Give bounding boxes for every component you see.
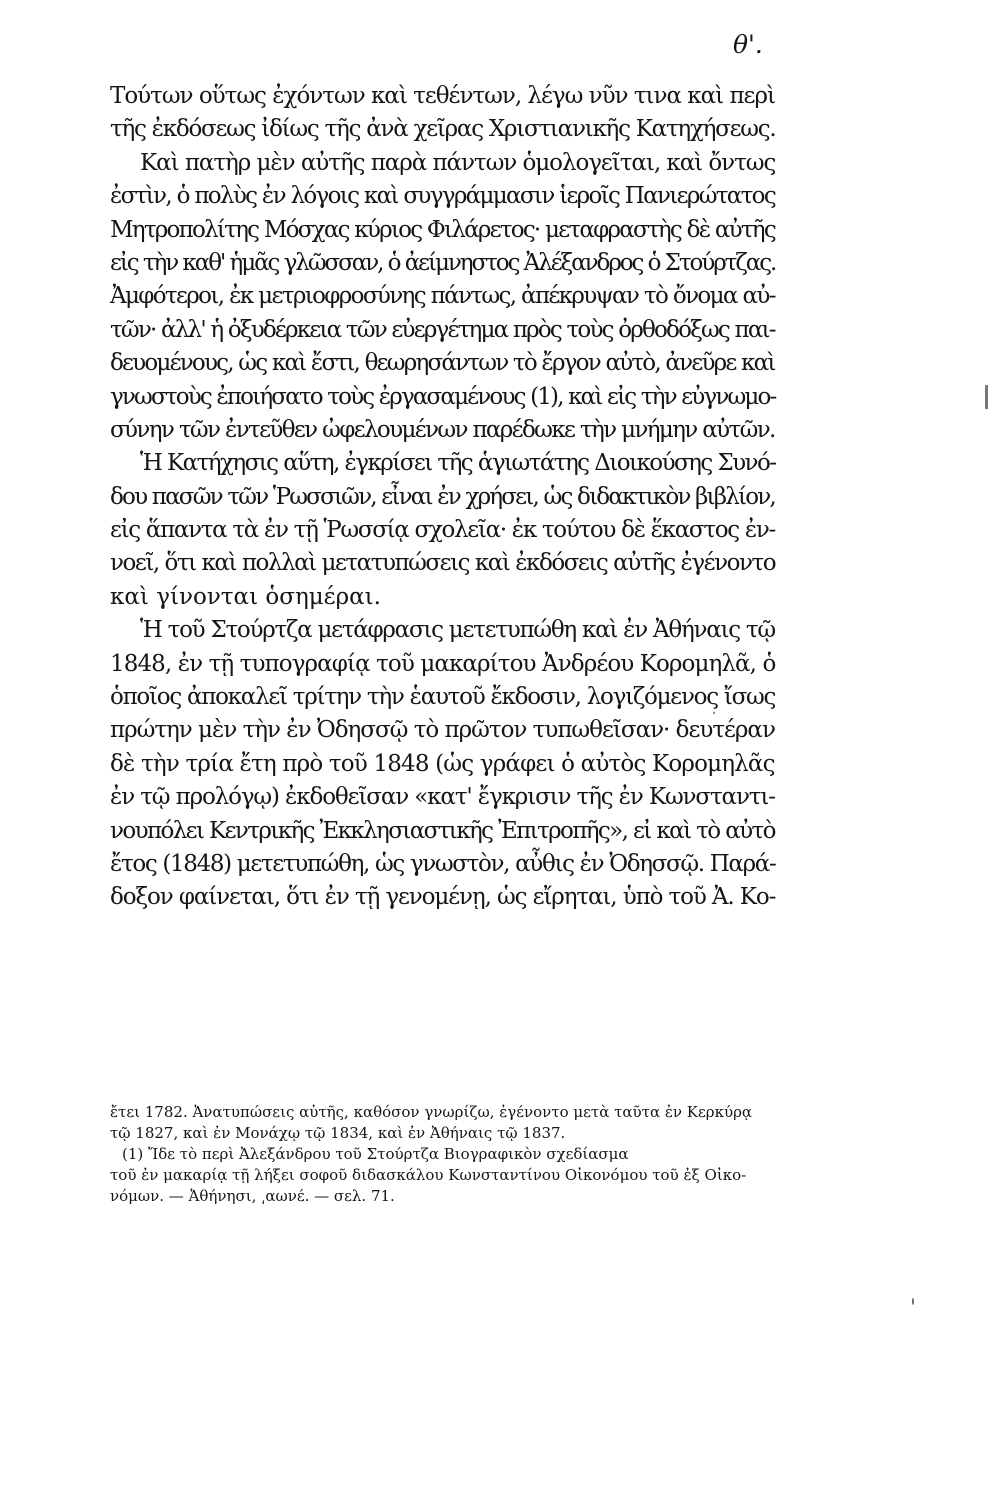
scan-edge-mark xyxy=(985,385,988,409)
text-line: ἔτος (1848) μετετυπώθη, ὡς γνωστὸν, αὖθις ἐν Ὀδησσῷ. Παρά- xyxy=(110,850,776,877)
text-line: νουπόλει Κεντρικῆς Ἐκκλησιαστικῆς Ἐπιτροπῆς», εἰ καὶ τὸ αὐτὸ xyxy=(110,817,775,844)
text-line: δοξον φαίνεται, ὅτι ἐν τῇ γενομένῃ, ὡς εἴρηται, ὑπὸ τοῦ Ἀ. Κο- xyxy=(110,884,776,911)
footnote-line: ἔτει 1782. Ἀνατυπώσεις αὐτῆς, καθόσον γνωρίζω, ἐγένοντο μετὰ ταῦτα ἐν Κερκύρᾳ xyxy=(110,1103,753,1121)
text-line: Ἀμφότεροι, ἐκ μετριοφροσύνης πάντως, ἀπέκρυψαν τὸ ὄνομα αὐ- xyxy=(110,283,775,310)
text-line: νοεῖ, ὅτι καὶ πολλαὶ μετατυπώσεις καὶ ἐκδόσεις αὐτῆς ἐγένοντο xyxy=(110,550,776,577)
scan-speck xyxy=(713,712,715,714)
page-number: θ'. xyxy=(733,30,763,59)
footnotes xyxy=(110,1102,780,1207)
text-line: Τούτων οὕτως ἐχόντων καὶ τεθέντων, λέγω νῦν τινα καὶ περὶ xyxy=(110,83,775,109)
text-line: εἰς τὴν καθ' ἡμᾶς γλῶσσαν, ὁ ἀείμνηστος Ἀλέξανδρος ὁ Στούρτζας. xyxy=(110,249,776,276)
footnote-line: (1) Ἴδε τὸ περὶ Ἀλεξάνδρου τοῦ Στούρτζα Βιογραφικὸν σχεδίασμα xyxy=(122,1145,629,1163)
text-line: Καὶ πατὴρ μὲν αὐτῆς παρὰ πάντων ὁμολογεῖται, καὶ ὄντως xyxy=(140,149,776,176)
text-line: καὶ γίνονται ὁσημέραι. xyxy=(110,583,381,610)
text-line: εἰς ἅπαντα τὰ ἐν τῇ Ῥωσσίᾳ σχολεῖα· ἐκ τούτου δὲ ἕκαστος ἐν- xyxy=(110,517,775,544)
footnote-line: τοῦ ἐν μακαρίᾳ τῇ λήξει σοφοῦ διδασκάλου Κωνσταντίνου Οἰκονόμου τοῦ ἐξ Οἰκο- xyxy=(110,1166,747,1184)
text-line: ἐστὶν, ὁ πολὺς ἐν λόγοις καὶ συγγράμμασιν ἱεροῖς Πανιερώτατος xyxy=(110,183,776,210)
text-line: τῶν· ἀλλ' ἡ ὀξυδέρκεια τῶν εὐεργέτημα πρὸς τοὺς ὀρθοδόξως παι- xyxy=(110,316,775,343)
text-line: γνωστοὺς ἐποιήσατο τοὺς ἐργασαμένους (1), καὶ εἰς τὴν εὐγνωμο- xyxy=(110,383,776,410)
text-line: ὁποῖος ἀποκαλεῖ τρίτην τὴν ἑαυτοῦ ἔκδοσιν, λογιζόμενος ἴσως xyxy=(110,684,776,711)
text-line: δὲ τὴν τρία ἔτη πρὸ τοῦ 1848 (ὡς γράφει ὁ αὐτὸς Κορομηλᾶς xyxy=(110,750,775,777)
text-line: Ἡ τοῦ Στούρτζα μετάφρασις μετετυπώθη καὶ ἐν Ἀθήναις τῷ xyxy=(140,617,775,644)
footnote-line: νόμων. — Ἀθήνησι, ͵αωνέ. — σελ. 71. xyxy=(110,1187,395,1205)
scan-speck xyxy=(912,1298,914,1305)
text-line: 1848, ἐν τῇ τυπογραφίᾳ τοῦ μακαρίτου Ἀνδρέου Κορομηλᾶ, ὁ xyxy=(110,650,776,677)
text-line: δευομένους, ὡς καὶ ἔστι, θεωρησάντων τὸ ἔργον αὐτὸ, ἀνεῦρε καὶ xyxy=(110,350,775,377)
footnote-line: τῷ 1827, καὶ ἐν Μονάχῳ τῷ 1834, καὶ ἐν Ἀθήναις τῷ 1837. xyxy=(110,1124,566,1142)
main-text xyxy=(110,80,776,915)
text-line: ἐν τῷ προλόγῳ) ἐκδοθεῖσαν «κατ' ἔγκρισιν τῆς ἐν Κωνσταντι- xyxy=(110,784,775,811)
text-line: Ἡ Κατήχησις αὕτη, ἐγκρίσει τῆς ἁγιωτάτης Διοικούσης Συνό- xyxy=(140,450,776,477)
text-line: Μητροπολίτης Μόσχας κύριος Φιλάρετος· μεταφραστὴς δὲ αὐτῆς xyxy=(110,216,775,243)
text-line: πρώτην μὲν τὴν ἐν Ὀδησσῷ τὸ πρῶτον τυπωθεῖσαν· δευτέραν xyxy=(110,717,775,744)
text-line: δου πασῶν τῶν Ῥωσσιῶν, εἶναι ἐν χρήσει, ὡς διδακτικὸν βιβλίον, xyxy=(110,483,775,510)
text-line: σύνην τῶν ἐντεῦθεν ὠφελουμένων παρέδωκε τὴν μνήμην αὐτῶν. xyxy=(110,416,775,443)
text-line: τῆς ἐκδόσεως ἰδίως τῆς ἀνὰ χεῖρας Χριστιανικῆς Κατηχήσεως. xyxy=(110,116,776,143)
